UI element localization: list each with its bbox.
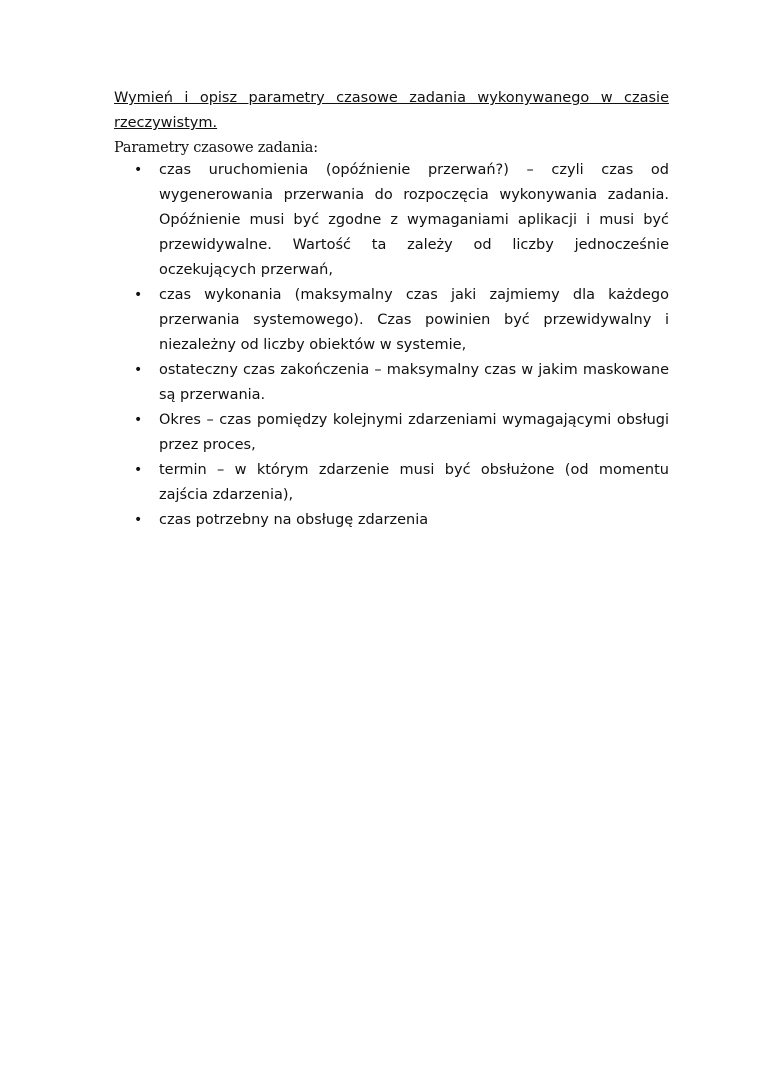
bullet-icon: • xyxy=(134,412,143,428)
list-item xyxy=(114,283,669,358)
bullet-icon: • xyxy=(134,362,143,378)
bullet-icon: • xyxy=(134,287,143,303)
document-content xyxy=(114,86,669,533)
section-subheading: Parametry czasowe zadania: xyxy=(114,140,318,156)
list-item-text: czas uruchomienia (opóźnienie przerwań?) – czyli czas od wygenerowania przerwania do rozpoczęcia wykonywania zadania. Opóźnienie musi być zgodne z wymaganiami aplikacji i musi być przewidywalne. Wartość ta zależy od liczby jednocześnie oczekujących przerwań, xyxy=(159,162,669,278)
list-item-text: czas potrzebny na obsługę zdarzenia xyxy=(159,512,429,528)
list-item-text: ostateczny czas zakończenia – maksymalny czas w jakim maskowane są przerwania. xyxy=(159,362,669,403)
bullet-icon: • xyxy=(134,162,143,178)
list-item-text: termin – w którym zdarzenie musi być obsłużone (od momentu zajścia zdarzenia), xyxy=(159,462,669,503)
question-heading: Wymień i opisz parametry czasowe zadania wykonywanego w czasie rzeczywistym. xyxy=(114,90,669,131)
list-item xyxy=(114,508,669,533)
list-item-text: Okres – czas pomiędzy kolejnymi zdarzeniami wymagającymi obsługi przez proces, xyxy=(159,412,669,453)
list-item xyxy=(114,408,669,458)
bullet-icon: • xyxy=(134,462,143,478)
list-item xyxy=(114,158,669,283)
list-item xyxy=(114,458,669,508)
list-item xyxy=(114,358,669,408)
bullet-icon: • xyxy=(134,512,143,528)
parameter-list xyxy=(114,158,669,533)
list-item-text: czas wykonania (maksymalny czas jaki zajmiemy dla każdego przerwania systemowego). Czas powinien być przewidywalny i niezależny od liczby obiektów w systemie, xyxy=(159,287,669,353)
